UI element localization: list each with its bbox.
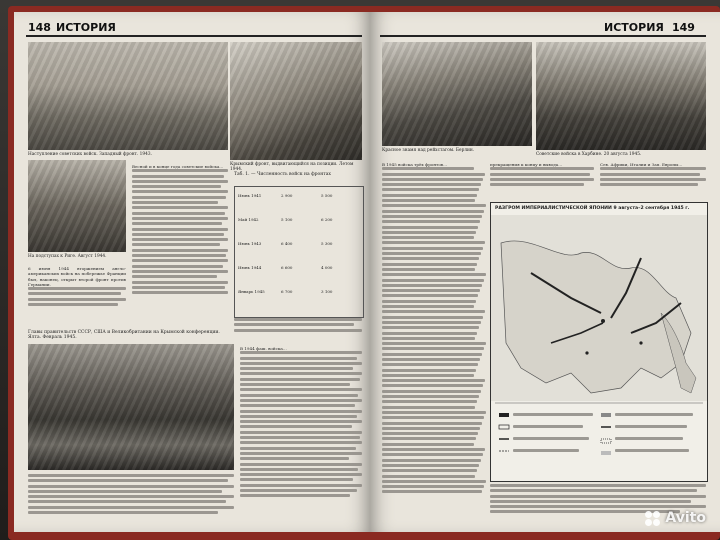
- left-page-number: 148: [28, 21, 51, 34]
- legend-item: [615, 425, 699, 430]
- left-page-title: ИСТОРИЯ: [56, 21, 116, 34]
- photo-reichstag: [382, 42, 532, 146]
- left-text-column-2: [132, 164, 228, 324]
- photo-yalta-conference: [28, 344, 234, 470]
- table-cell-value: 5 500: [321, 193, 333, 198]
- right-text-column-2: [490, 162, 594, 198]
- legend-item: [513, 425, 597, 430]
- table-cell-value: 6 600: [281, 265, 293, 270]
- caption-photo-yalta: Главы правительств СССР, США и Великобритании на Крымской конференции. Ялта. Февраль 1945.: [28, 330, 220, 341]
- avito-watermark: [645, 510, 706, 526]
- right-page: [370, 12, 720, 532]
- table-cell-value: 6 200: [321, 217, 333, 222]
- caption-photo-western-front: Наступление советских войск. Западный фронт. 1943.: [28, 152, 152, 157]
- table-title: Таб. 1. — Численность войск на фронтах: [234, 172, 331, 177]
- table-cell-value: 3 100: [321, 289, 333, 294]
- table-row-label: Январь 1945: [238, 289, 265, 294]
- map-title: РАЗГРОМ ИМПЕРИАЛИСТИЧЕСКОЙ ЯПОНИИ 9 августа–2 сентября 1945 г.: [495, 206, 690, 211]
- legend-item: [615, 413, 699, 418]
- table-cell-value: 2 900: [281, 193, 293, 198]
- table-cell-value: 6 400: [281, 241, 293, 246]
- table-cell-value: 5 100: [281, 217, 293, 222]
- caption-photo-reichstag: Красное знамя над рейхстагом. Берлин.: [382, 148, 475, 153]
- right-text-column-1: [382, 162, 486, 522]
- caption-photo-harbin: Советские войска в Харбине. 20 августа 1945.: [536, 152, 642, 157]
- table-row-label: Май 1942: [238, 217, 259, 222]
- right-header-rule: [380, 35, 706, 37]
- caption-photo-crimean-front: Крымский фронт, выдвигающийся на позиции. Летом 1944.: [230, 162, 354, 173]
- legend-item: [513, 449, 597, 454]
- left-col2-text: Весной и в конце года советские войска...: [132, 164, 224, 169]
- table-footnote: [234, 318, 362, 342]
- right-col3-text: Сев. Африки, Италии и Зап. Европы...: [600, 162, 683, 167]
- troops-table: [234, 186, 364, 318]
- legend-item: [513, 437, 597, 442]
- right-col1-text: В 1945 войска трёх фронтов...: [382, 162, 447, 167]
- table-cell-value: 6 700: [281, 289, 293, 294]
- table-row-label: Июнь 1944: [238, 265, 262, 270]
- left-text-bottom: [28, 474, 234, 524]
- left-text-column-1: [28, 266, 126, 326]
- left-col1-text: 6 июня 1944 вторжением англо-американских войск на побережье Франции был, наконец, открыт второй фронт против Германии.: [28, 266, 126, 287]
- map-japan-defeat: [490, 202, 708, 482]
- left-text-column-3: [240, 346, 362, 522]
- right-page-title: ИСТОРИЯ: [604, 21, 664, 34]
- table-row-label: Июнь 1943: [238, 241, 262, 246]
- right-text-column-3: [600, 162, 706, 198]
- caption-photo-riga: На подступах к Риге. Август 1944.: [28, 254, 107, 259]
- avito-watermark-label: Avito: [665, 510, 706, 526]
- right-page-number: 149: [672, 21, 695, 34]
- table-cell-value: 5 300: [321, 241, 333, 246]
- right-col2-text: прекращения к концу и вывода...: [490, 162, 563, 167]
- left-page: [14, 12, 370, 532]
- photo-crimean-front: [230, 42, 362, 160]
- left-header-rule: [26, 35, 362, 37]
- avito-logo-icon: [645, 511, 661, 526]
- table-cell-value: 4 000: [321, 265, 333, 270]
- photo-harbin: [536, 42, 706, 150]
- photo-riga: [28, 160, 126, 252]
- table-row-label: Июнь 1941: [238, 193, 262, 198]
- legend-item: [615, 449, 699, 454]
- legend-item: [615, 437, 699, 442]
- left-col3-text: В 1944 фаш. войска...: [240, 346, 287, 351]
- photo-western-front: [28, 42, 228, 150]
- legend-item: [513, 413, 597, 418]
